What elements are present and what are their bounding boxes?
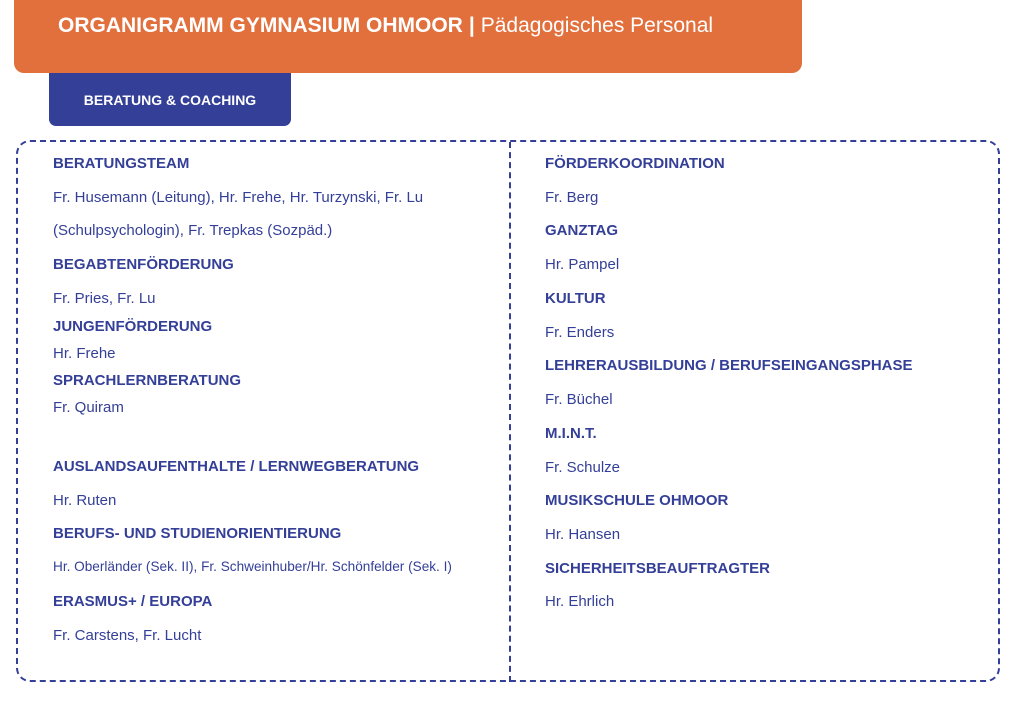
heading-erasmus-europa: ERASMUS+ / EUROPA <box>53 593 213 610</box>
value-sprachlernberatung: Fr. Quiram <box>53 399 124 416</box>
value-auslandsaufenthalte: Hr. Ruten <box>53 492 117 509</box>
section-tab-beratung-coaching: BERATUNG & COACHING <box>49 73 291 126</box>
heading-musikschule: MUSIKSCHULE OHMOOR <box>545 492 729 509</box>
column-divider <box>509 142 511 682</box>
value-beratungsteam-line1: Fr. Husemann (Leitung), Hr. Frehe, Hr. Turzynski, Fr. Lu <box>53 189 424 206</box>
page-title-main: ORGANIGRAMM GYMNASIUM OHMOOR <box>58 14 463 37</box>
heading-jungenfoerderung: JUNGENFÖRDERUNG <box>53 318 213 335</box>
heading-sicherheitsbeauftragter: SICHERHEITSBEAUFTRAGTER <box>545 560 771 577</box>
value-begabtenfoerderung: Fr. Pries, Fr. Lu <box>53 290 156 307</box>
heading-begabtenfoerderung: BEGABTENFÖRDERUNG <box>53 256 234 273</box>
value-ganztag: Hr. Pampel <box>545 256 620 273</box>
value-erasmus-europa: Fr. Carstens, Fr. Lucht <box>53 627 202 644</box>
heading-beratungsteam: BERATUNGSTEAM <box>53 155 190 172</box>
heading-foerderkoordination: FÖRDERKOORDINATION <box>545 155 725 172</box>
value-musikschule: Hr. Hansen <box>545 526 621 543</box>
heading-ganztag: GANZTAG <box>545 222 619 239</box>
heading-kultur: KULTUR <box>545 290 606 307</box>
value-foerderkoordination: Fr. Berg <box>545 189 599 206</box>
value-berufs-studienorientierung: Hr. Oberländer (Sek. II), Fr. Schweinhuber/Hr. Schönfelder (Sek. I) <box>53 559 452 574</box>
heading-mint: M.I.N.T. <box>545 425 597 442</box>
value-lehrerausbildung: Fr. Büchel <box>545 391 613 408</box>
value-beratungsteam-line2: (Schulpsychologin), Fr. Trepkas (Sozpäd.) <box>53 222 333 239</box>
title-banner <box>14 0 802 73</box>
value-kultur: Fr. Enders <box>545 324 615 341</box>
heading-sprachlernberatung: SPRACHLERNBERATUNG <box>53 372 242 389</box>
heading-auslandsaufenthalte: AUSLANDSAUFENTHALTE / LERNWEGBERATUNG <box>53 458 420 475</box>
heading-berufs-studienorientierung: BERUFS- UND STUDIENORIENTIERUNG <box>53 525 342 542</box>
value-jungenfoerderung: Hr. Frehe <box>53 345 116 362</box>
value-mint: Fr. Schulze <box>545 459 621 476</box>
value-sicherheitsbeauftragter: Hr. Ehrlich <box>545 593 615 610</box>
page-title <box>58 14 713 38</box>
title-separator: | <box>468 14 475 37</box>
page-subtitle: Pädagogisches Personal <box>480 14 714 37</box>
heading-lehrerausbildung: LEHRERAUSBILDUNG / BERUFSEINGANGSPHASE <box>545 357 913 374</box>
